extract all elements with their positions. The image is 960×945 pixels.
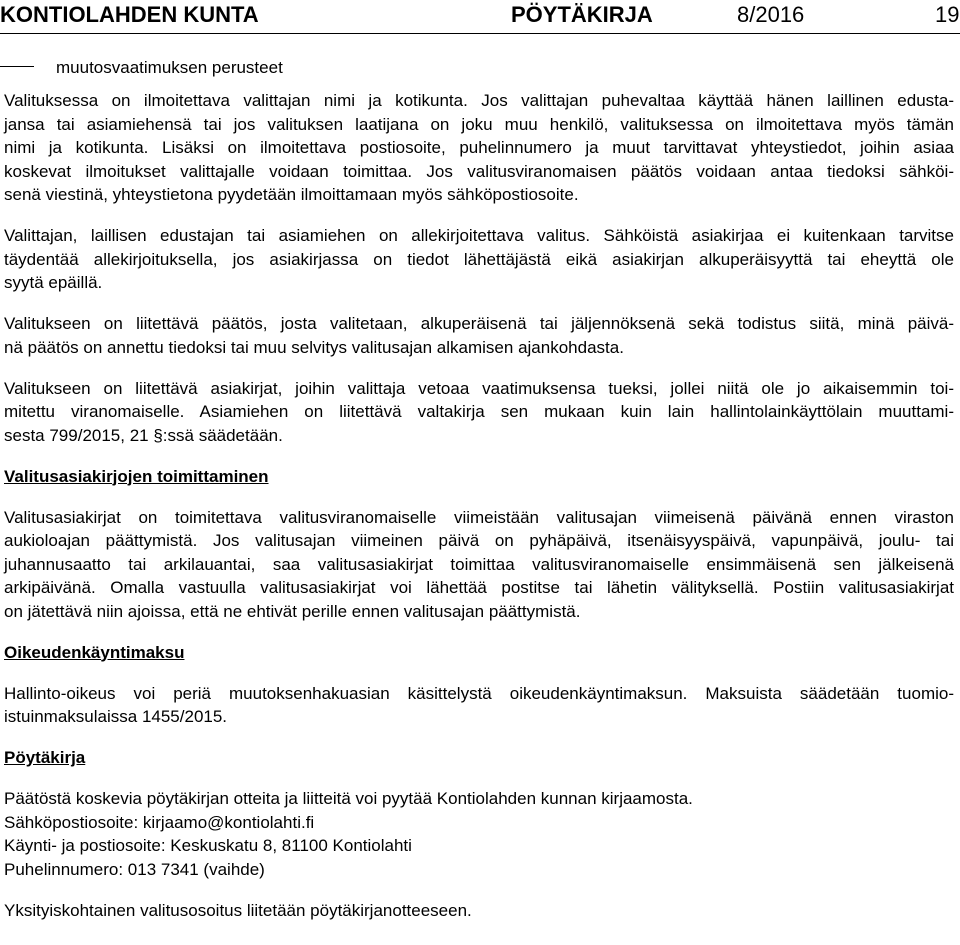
text-line: senä viestinä, yhteystietona pyydetään ilmoittamaan myös sähköpostiosoite. xyxy=(4,185,579,204)
paragraph-attachments-documents xyxy=(4,377,954,448)
document-header xyxy=(0,0,960,32)
text-line: Päätöstä koskevia pöytäkirjan otteita ja liitteitä voi pyytää Kontiolahden kunnan kirjaamosta. xyxy=(4,789,693,808)
paragraph-court-fee xyxy=(4,682,954,729)
text-line: jansa tai asiamiehensä tai jos valituksen laatijana on joku muu henkilö, valituksessa on ilmoitettava myös tämän xyxy=(4,114,954,134)
address-line: Käynti- ja postiosoite: Keskuskatu 8, 81100 Kontiolahti xyxy=(4,836,412,855)
document-number: 8/2016 xyxy=(737,2,805,27)
section-heading-submission: Valitusasiakirjojen toimittaminen xyxy=(4,466,269,486)
text-line: aukioloajan päättymistä. Jos valitusajan viimeinen päivä on pyhäpäivä, itsenäisyyspäivä, vapunpäivä, joulu- tai xyxy=(4,531,954,550)
text-line: Valitusasiakirjat on toimitettava valitusviranomaiselle viimeistään valitusajan viimeisenä päivänä ennen viraston xyxy=(4,507,954,527)
page-number: 19 xyxy=(935,2,960,27)
text-line: arkipäivänä. Omalla vastuulla valitusasiakirjat voi lähettää postitse tai lähetin välityksellä. Postiin valitusasiakirjat xyxy=(4,578,954,597)
document-body xyxy=(4,89,954,940)
text-line: Hallinto-oikeus voi periä muutoksenhakuasian käsittelystä oikeudenkäyntimaksun. Maksuista säädetään tuomio- xyxy=(4,683,954,703)
phone-line: Puhelinnumero: 013 7341 (vaihde) xyxy=(4,859,265,879)
bullet-item xyxy=(0,58,283,78)
header-rule xyxy=(0,33,960,34)
paragraph-signature xyxy=(4,224,954,295)
text-line: koskevat ilmoitukset valittajalle voidaan toimittaa. Jos valitusviranomaisen päätös voidaan antaa tiedoksi sähköi- xyxy=(4,161,954,181)
text-line: Valituksessa on ilmoitettava valittajan nimi ja kotikunta. Jos valittajan puhevaltaa käyttää hänen laillinen edusta- xyxy=(4,91,954,110)
text-line: istuinmaksulaissa 1455/2015. xyxy=(4,707,228,726)
text-line: nimi ja kotikunta. Lisäksi on ilmoitettava postiosoite, puhelinnumero ja muut tarvittavat yhteystiedot, joihin asiaa xyxy=(4,138,954,157)
text-line: sesta 799/2015, 21 §:ssä säädetään. xyxy=(4,425,283,445)
paragraph-appeal-note xyxy=(4,899,954,923)
text-line: nä päätös on annettu tiedoksi tai muu selvitys valitusajan alkamisen ajankohdasta. xyxy=(4,337,624,357)
bullet-text: muutosvaatimuksen perusteet xyxy=(56,58,283,77)
text-line: Valittajan, laillisen edustajan tai asiamiehen on allekirjoitettava valitus. Sähköistä asiakirjaa ei kuitenkaan tarvitse xyxy=(4,226,954,245)
organization-name: KONTIOLAHDEN KUNTA xyxy=(0,2,259,27)
section-heading-court-fee: Oikeudenkäyntimaksu xyxy=(4,642,185,662)
dash-bullet-icon xyxy=(0,66,34,67)
text-line: täydentää allekirjoituksella, jos asiakirjassa on tiedot lähettäjästä eikä asiakirjan alkuperäisyyttä tai eheyttä ole xyxy=(4,249,954,269)
paragraph-submission xyxy=(4,506,954,624)
text-line: Valitukseen on liitettävä päätös, josta valitetaan, alkuperäisenä tai jäljennöksenä sekä todistus siitä, minä päivä- xyxy=(4,314,954,333)
paragraph-attachments-decision xyxy=(4,312,954,359)
paragraph-contact-info xyxy=(4,89,954,207)
paragraph-minutes-contact xyxy=(4,787,954,881)
text-line: mitettu viranomaiselle. Asiamiehen on liitettävä valtakirja sen mukaan kuin lain hallintolainkäyttölain muuttami- xyxy=(4,402,954,421)
document-type: PÖYTÄKIRJA xyxy=(511,2,653,27)
text-line: Valitukseen on liitettävä asiakirjat, joihin valittaja vetoaa vaatimuksensa tueksi, jollei niitä ole jo aikaisemmin toi- xyxy=(4,378,954,398)
email-line: Sähköpostiosoite: kirjaamo@kontiolahti.fi xyxy=(4,812,315,832)
text-line: Yksityiskohtainen valitusosoitus liitetään pöytäkirjanotteeseen. xyxy=(4,900,472,920)
text-line: syytä epäillä. xyxy=(4,273,103,292)
text-line: on jätettävä niin ajoissa, että ne ehtivät perille ennen valitusajan päättymistä. xyxy=(4,601,581,621)
section-heading-minutes: Pöytäkirja xyxy=(4,748,86,767)
text-line: juhannusaatto tai arkilauantai, saa valitusasiakirjat toimittaa valitusviranomaiselle ensimmäisenä sen jälkeisenä xyxy=(4,554,954,574)
